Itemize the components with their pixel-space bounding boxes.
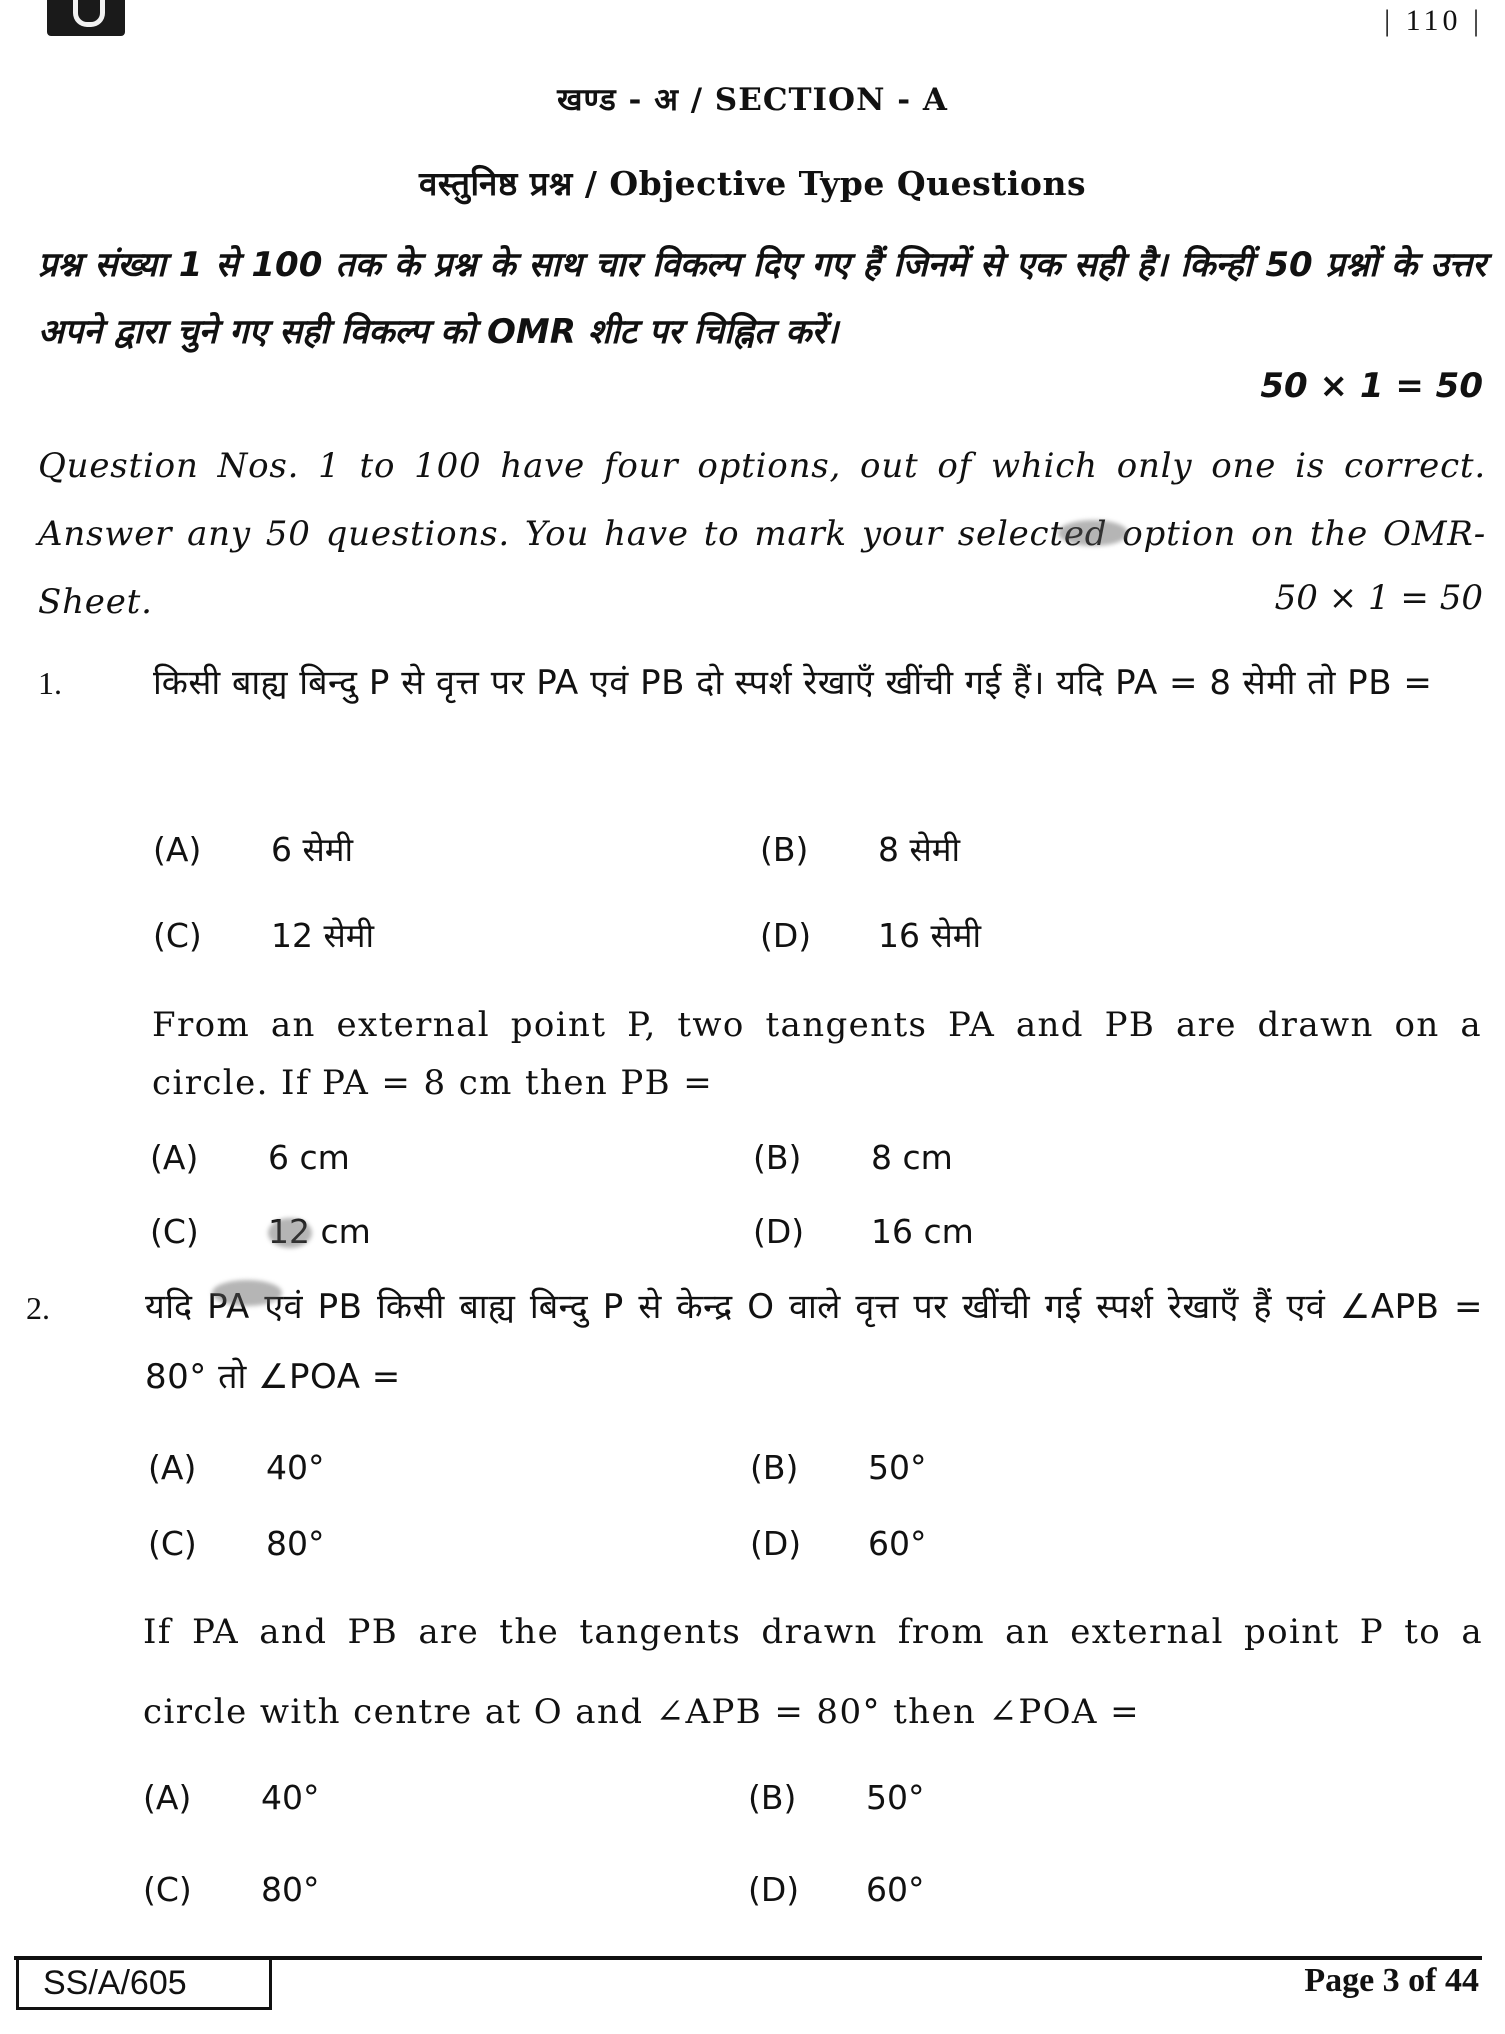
question-number: 2.	[26, 1290, 50, 1326]
question-number: 1.	[38, 665, 62, 701]
option-value: 12 cm	[268, 1212, 371, 1251]
marks-english: 50 × 1 = 50	[1274, 578, 1483, 618]
board-logo-icon	[47, 0, 125, 36]
option-value: 80°	[261, 1870, 320, 1909]
option-value: 60°	[868, 1524, 927, 1563]
option-value: 6 सेमी	[271, 830, 354, 869]
option-value: 60°	[866, 1870, 925, 1909]
option-label: (D)	[750, 1524, 802, 1563]
option-label: (D)	[748, 1870, 800, 1909]
option-d[interactable]	[750, 1524, 927, 1563]
option-value: 16 सेमी	[878, 916, 982, 955]
option-value: 40°	[261, 1778, 320, 1817]
question-text-hindi: किसी बाह्य बिन्दु P से वृत्त पर PA एवं PB दो स्पर्श रेखाएँ खींची गई हैं। यदि PA = 8 सेमी तो PB =	[153, 663, 1433, 703]
option-d[interactable]	[748, 1870, 925, 1909]
option-b[interactable]	[750, 1448, 927, 1487]
option-b[interactable]	[760, 826, 960, 871]
option-value: 16 cm	[871, 1212, 974, 1251]
question-text-hindi: यदि PA एवं PB किसी बाह्य बिन्दु P से केन्द्र O वाले वृत्त पर खींची गई स्पर्श रेखाएँ हैं एवं ∠APB = 80° तो ∠POA =	[145, 1287, 1483, 1397]
ink-smudge	[1058, 520, 1128, 546]
section-title: खण्ड - अ / SECTION - A	[557, 82, 948, 118]
option-label: (A)	[148, 1448, 197, 1487]
marks-hindi: 50 × 1 = 50	[1260, 366, 1483, 406]
option-c[interactable]	[153, 912, 374, 957]
option-d[interactable]	[760, 912, 981, 957]
option-c[interactable]	[143, 1870, 320, 1909]
sub-title: वस्तुनिष्ठ प्रश्न / Objective Type Questions	[418, 164, 1087, 203]
option-label: (B)	[748, 1778, 797, 1817]
option-a[interactable]	[150, 1138, 350, 1177]
option-label: (C)	[143, 1870, 192, 1909]
instructions-hindi: प्रश्न संख्या 1 से 100 तक के प्रश्न के साथ चार विकल्प दिए गए हैं जिनमें से एक सही है। किन्हीं 50 प्रश्नों के उत्तर अपने द्वारा चुने गए सही विकल्प को OMR शीट पर चिह्नित करें।	[38, 245, 1486, 352]
option-a[interactable]	[143, 1778, 320, 1817]
page-number: Page 3 of 44	[1304, 1962, 1479, 1999]
option-b[interactable]	[753, 1138, 953, 1177]
option-value: 8 सेमी	[878, 830, 961, 869]
option-label: (A)	[153, 830, 202, 869]
paper-code: SS/A/605	[16, 1958, 272, 2010]
option-label: (A)	[150, 1138, 199, 1177]
option-label: (C)	[153, 916, 202, 955]
option-label: (B)	[750, 1448, 799, 1487]
option-label: (D)	[753, 1212, 805, 1251]
option-value: 12 सेमी	[271, 916, 375, 955]
option-a[interactable]	[153, 826, 353, 871]
option-b[interactable]	[748, 1778, 925, 1817]
option-d[interactable]	[753, 1212, 974, 1251]
option-value: 50°	[868, 1448, 927, 1487]
page-code: | 110 |	[1384, 4, 1483, 37]
option-label: (C)	[148, 1524, 197, 1563]
option-label: (B)	[760, 830, 809, 869]
option-value: 80°	[266, 1524, 325, 1563]
option-c[interactable]	[150, 1212, 371, 1251]
option-label: (C)	[150, 1212, 199, 1251]
option-value: 40°	[266, 1448, 325, 1487]
instructions-english: Question Nos. 1 to 100 have four options, out of which only one is correct. Answer any 50 questions. You have to mark your selected option on the OMR-Sheet.	[38, 446, 1486, 622]
ink-smudge	[268, 1218, 312, 1248]
question-text-english: If PA and PB are the tangents drawn from an external point P to a circle with centre at O and ∠APB = 80° then ∠POA =	[143, 1612, 1483, 1732]
question-text-english: From an external point P, two tangents PA and PB are drawn on a circle. If PA = 8 cm then PB =	[152, 1005, 1482, 1103]
option-label: (B)	[753, 1138, 802, 1177]
option-value: 50°	[866, 1778, 925, 1817]
option-a[interactable]	[148, 1448, 325, 1487]
ink-smudge	[212, 1280, 282, 1306]
option-c[interactable]	[148, 1524, 325, 1563]
option-label: (D)	[760, 916, 812, 955]
option-value: 6 cm	[268, 1138, 350, 1177]
option-value: 8 cm	[871, 1138, 953, 1177]
option-label: (A)	[143, 1778, 192, 1817]
